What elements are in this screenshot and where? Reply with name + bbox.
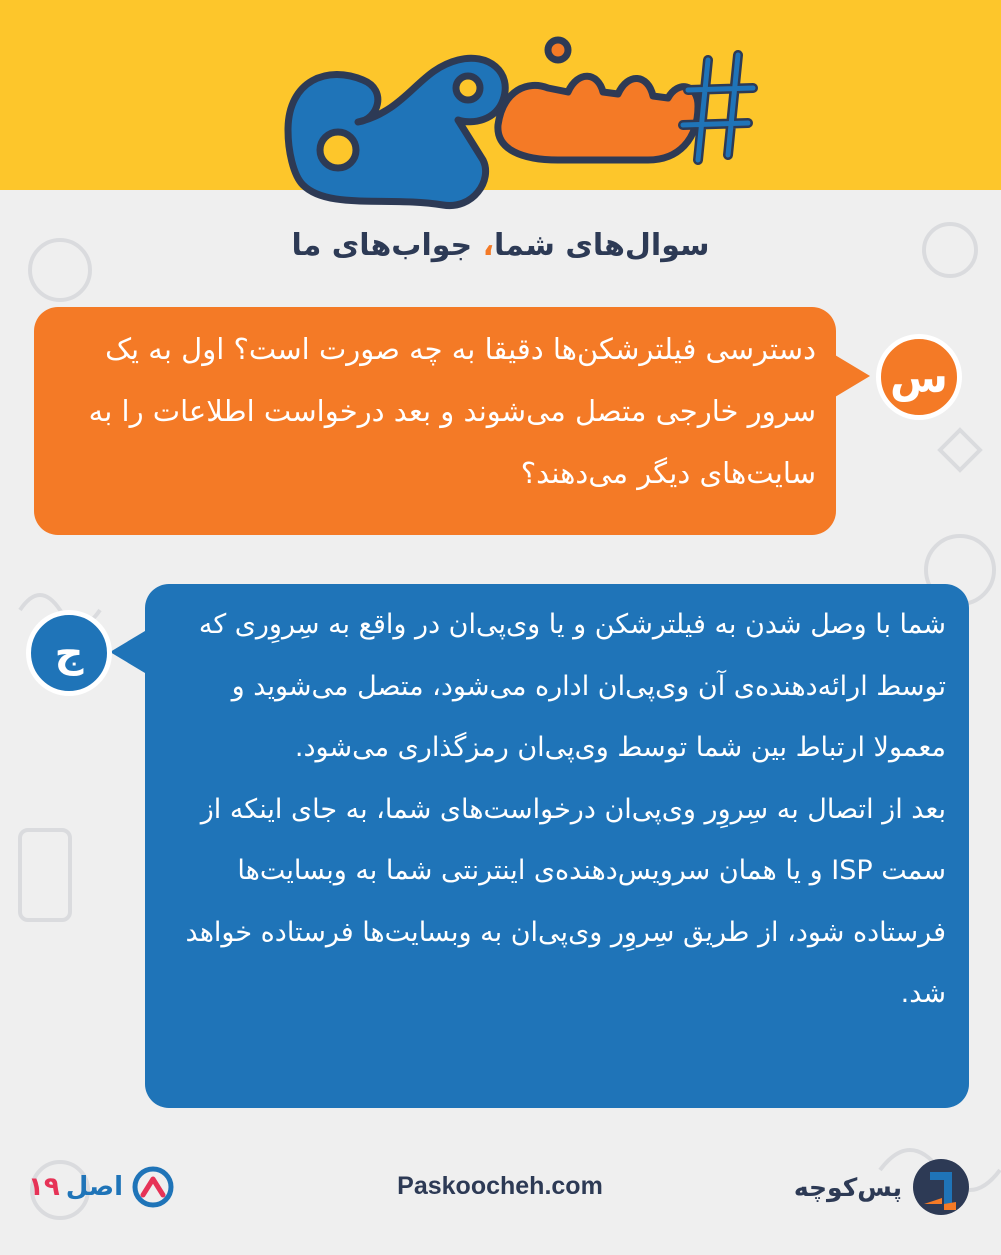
subtitle-part2: جواب‌های ما	[291, 228, 483, 263]
brand-name: پس‌کوچه	[793, 1172, 902, 1202]
seen-jeem-logo	[268, 10, 788, 230]
rule-number: ۱۹	[28, 1172, 60, 1202]
answer-marker: ج	[26, 610, 112, 696]
website-link[interactable]: Paskoocheh.com	[397, 1172, 603, 1200]
question-marker: س	[876, 334, 962, 420]
circle-eight-icon	[131, 1165, 175, 1209]
rule-badge	[28, 1163, 188, 1211]
page-subtitle	[0, 228, 1001, 274]
subtitle-part1: سوال‌های شما	[494, 228, 710, 263]
rule-label: اصل	[65, 1172, 123, 1202]
question-bubble-tail	[830, 352, 870, 400]
answer-paragraph-1: شما با وصل شدن به فیلترشکن و یا وی‌پی‌ان در واقع به سِروِری که توسط ارائه‌دهنده‌ی آن وی‌پی‌ان اداره می‌شود، متصل می‌شوید و معمولا ارتباط بین شما توسط وی‌پی‌ان رمزگذاری می‌شود.	[198, 609, 946, 763]
answer-paragraph-2: بعد از اتصال به سِروِر وی‌پی‌ان درخواست‌های شما، به جای اینکه از سمت ISP و یا همان سرویس‌دهنده‌ی اینترنتی شما به وبسایت‌ها فرستاده شود، از طریق سِروِر وی‌پی‌ان به وبسایت‌ها فرستاده خواهد شد.	[185, 793, 946, 1009]
answer-bubble-tail	[110, 628, 150, 676]
question-text: دسترسی فیلترشکن‌ها دقیقا به چه صورت است؟ اول به یک سرور خارجی متصل می‌شوند و بعد درخواست اطلاعات را به سایت‌های دیگر می‌دهند؟	[88, 332, 816, 490]
answer-text	[170, 594, 946, 1094]
brand	[780, 1158, 970, 1216]
paskoocheh-logo-icon	[912, 1158, 970, 1216]
subtitle-comma: ،	[482, 228, 495, 263]
